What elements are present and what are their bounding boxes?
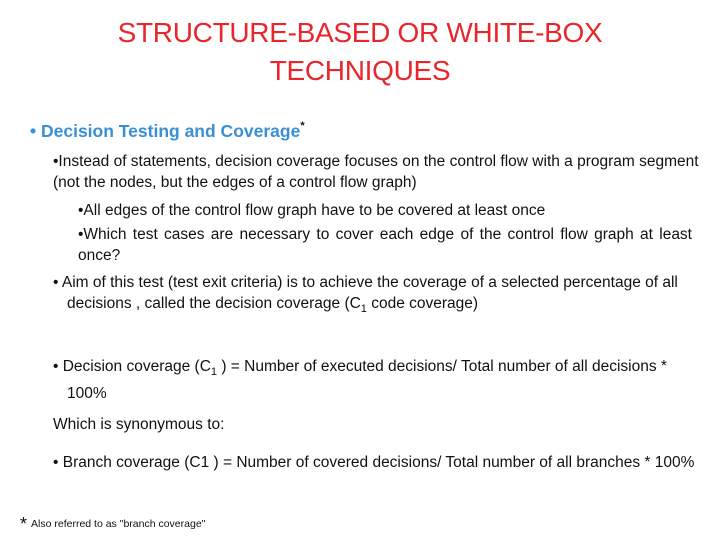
heading-text: • Decision Testing and Coverage <box>30 121 301 141</box>
synonymous-text: Which is synonymous to: <box>53 416 225 433</box>
footnote-marker: * <box>20 514 28 534</box>
slide-title <box>60 14 660 90</box>
section-heading <box>30 120 305 142</box>
formula-subscript: 1 <box>210 366 218 379</box>
title-line-2: TECHNIQUES <box>269 55 451 86</box>
bullet-branch-coverage-formula: • Branch coverage (C1 ) = Number of covered decisions/ Total number of all branches * 100% <box>53 454 695 471</box>
heading-footnote-marker: * <box>300 120 305 132</box>
footnote <box>20 514 205 535</box>
title-line-1: STRUCTURE-BASED OR WHITE-BOX <box>117 17 603 48</box>
formula-text-post: ) = Number of executed decisions/ Total number of all decisions * 100% <box>67 358 667 403</box>
footnote-text: Also referred to as "branch coverage" <box>31 518 206 530</box>
formula-text-pre: • Decision coverage (C <box>53 358 211 375</box>
aim-subscript: 1 <box>360 303 367 316</box>
aim-text-post: code coverage) <box>366 295 479 312</box>
bullet-aim-of-test <box>53 272 707 320</box>
sub-bullet-all-edges: •All edges of the control flow graph have to be covered at least once <box>78 202 546 219</box>
bullet-decision-coverage-formula <box>53 356 707 404</box>
sub-bullet-which-test-cases: •Which test cases are necessary to cover each edge of the control flow graph at least once? <box>78 226 692 264</box>
aim-text-pre: • Aim of this test (test exit criteria) is to achieve the coverage of a selected percentage of all decisions , called the decision coverage (C <box>53 274 678 312</box>
bullet-decision-coverage-intro: •Instead of statements, decision coverage focuses on the control flow with a program segment (not the nodes, but the edges of a control flow graph) <box>53 153 699 191</box>
